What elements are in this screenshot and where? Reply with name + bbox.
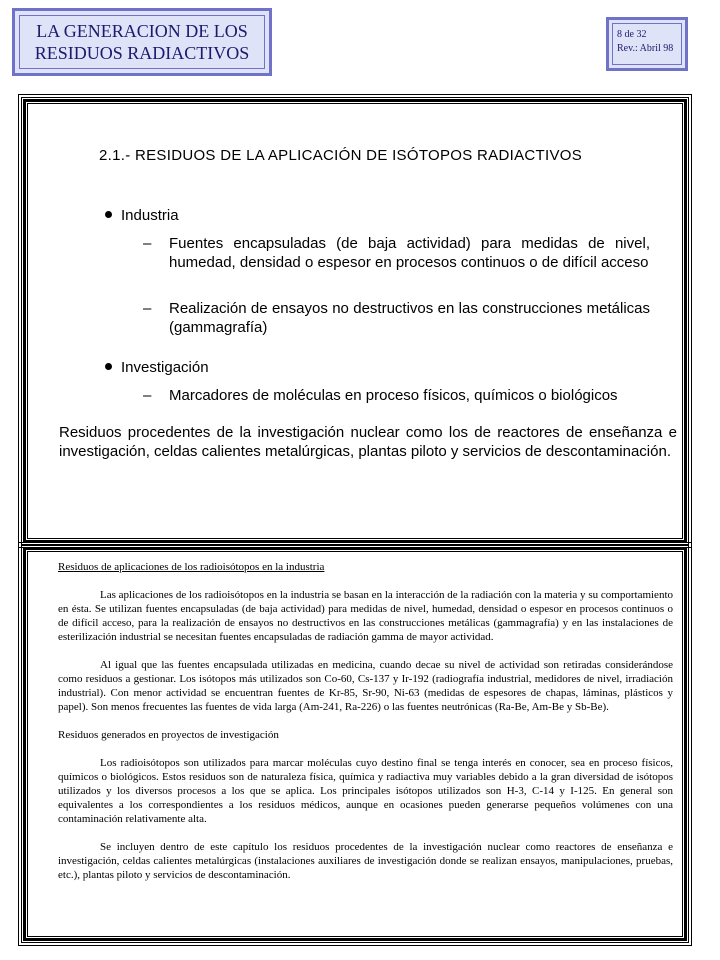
document-title <box>35 20 250 64</box>
bullet-label: Investigación <box>121 359 209 376</box>
sub-item-text: Marcadores de moléculas en proceso físicos, químicos o biológicos <box>169 387 618 404</box>
title-line-2: RESIDUOS RADIACTIVOS <box>34 43 250 63</box>
dash-icon: – <box>143 387 152 404</box>
sub-item-fuentes <box>143 234 650 272</box>
dash-icon: – <box>143 300 152 317</box>
notes-paragraph: Los radioisótopos son utilizados para marcar moléculas cuyo destino final se tenga interés en conocer, sea en proceso físicos, químicos o biológicos. Estos residuos son de naturaleza física, química y radiactiva muy variables debido a la gran diversidad de isótopos utilizados y los diversos procesos a los que se aplica. Los principales isótopos utilizados son H-3, C-14 y I-125. En general son equivalentes a los correspondientes a los residuos médicos, aunque en ocasiones pueden generarse pequeños volúmenes con una contaminación relativamente alta. <box>58 757 673 825</box>
page-info-box <box>606 17 688 71</box>
revision-label: Rev.: Abril 98 <box>617 43 674 54</box>
document-title-box <box>12 8 272 76</box>
bullet-investigacion <box>105 359 209 376</box>
slide-paragraph: Residuos procedentes de la investigación nuclear como los de reactores de enseñanza e investigación, celdas calientes metalúrgicas, plantas piloto y servicios de descontaminación. <box>59 424 677 460</box>
page-number: 8 de 32 <box>617 29 647 40</box>
sub-item-ensayos <box>143 299 650 337</box>
bullet-dot-icon <box>105 211 112 218</box>
sub-item-text: Fuentes encapsuladas (de baja actividad) para medidas de nivel, humedad, densidad o espesor en procesos continuos o de difícil acceso <box>169 235 650 271</box>
slide-content <box>19 95 693 549</box>
slide-frame <box>18 94 692 548</box>
bullet-industria <box>105 207 179 224</box>
page-info-inner <box>612 23 682 65</box>
document-title-inner <box>19 15 265 69</box>
notes-paragraph: Las aplicaciones de los radioisótopos en la industria se basan en la interacción de la radiación con la materia y su comportamiento en ésta. Se utilizan fuentes encapsuladas (de baja actividad) para medidas de nivel, humedad, densidad o espesor en procesos continuos o de difícil acceso, para la realización de ensayos no destructivos en las construcciones metálicas (gammagrafía) y en las instalaciones de esterilización industrial se necesitan fuentes encapsuladas de radiación gamma de mayor actividad. <box>58 589 673 643</box>
sub-item-text: Realización de ensayos no destructivos en las construcciones metálicas (gammagrafía) <box>169 300 650 336</box>
bullet-dot-icon <box>105 363 112 370</box>
notes-heading-investigacion: Residuos generados en proyectos de investigación <box>58 729 279 741</box>
dash-icon: – <box>143 235 152 252</box>
title-line-1: LA GENERACION DE LOS <box>36 21 248 41</box>
notes-content <box>58 560 673 896</box>
bullet-label: Industria <box>121 207 179 224</box>
slide-heading: 2.1.- RESIDUOS DE LA APLICACIÓN DE ISÓTOPOS RADIACTIVOS <box>99 147 583 164</box>
sub-item-marcadores <box>143 386 650 405</box>
notes-paragraph: Al igual que las fuentes encapsulada utilizadas en medicina, cuando decae su nivel de actividad son retiradas considerándose como residuos a gestionar. Los isótopos más utilizados son Co-60, Cs-137 y Ir-192 (radiografía industrial, medidores de nivel, irradiación industrial). Con menor actividad se encuentran fuentes de Kr-85, Sr-90, Ni-63 (medidas de espesores de chapas, láminas, plásticos y papel). Son menos frecuentes las fuentes de vida larga (Am-241, Ra-226) o las fuentes neutrónicas (Ra-Be, Am-Be y Sb-Be). <box>58 659 673 713</box>
notes-heading-industria: Residuos de aplicaciones de los radioisótopos en la industria <box>58 561 325 573</box>
notes-paragraph: Se incluyen dentro de este capítulo los residuos procedentes de la investigación nuclear como reactores de enseñanza e investigación, celdas calientes metalúrgicas (instalaciones auxiliares de investigación donde se realizan ensayos, manipulaciones, pruebas, etc.), plantas piloto y servicios de descontaminación. <box>58 841 673 881</box>
